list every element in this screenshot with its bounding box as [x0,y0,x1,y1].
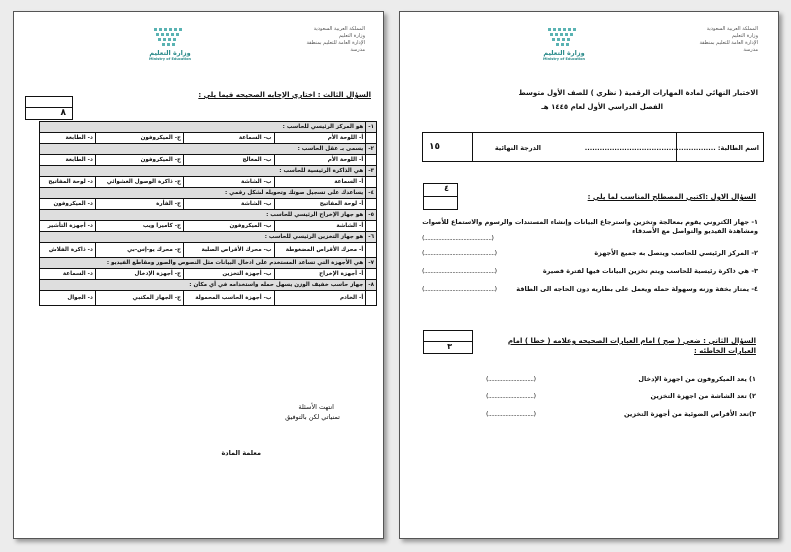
q1-item-text: ١- جهاز الكتروني يقوم بمعالجة وتخزين واسترجاع البيانات وإنشاء المستندات والرسوم والاستماع للأصوات ومشاهدة الفيديو والتواصل مع الأصدقاء [422,218,758,235]
options-row [40,155,377,166]
question-row [40,210,377,221]
school-header [270,26,365,54]
options-row [40,177,377,188]
question-text: يساعدك على تسجيل صوتك وتحويله لشكل رقمي : [40,188,366,199]
question-text: هي الأجهزة التي تساعد المستخدم على ادخال البيانات مثل النصوص والصور ومقاطع الفيديو : [40,258,366,269]
question-number: ٢- [366,144,377,155]
header-ministry: وزارة التعليم [731,33,758,39]
q2-item-blank[interactable]: (.............................) [486,410,536,418]
options-row [40,291,377,306]
teacher-signature-label: معلمة المادة [221,449,261,457]
score-value: ٨ [60,108,66,118]
student-box-divider [472,133,473,161]
option-d[interactable]: د- الطابعة [40,155,96,166]
question-row [40,232,377,243]
option-d[interactable]: د- ذاكرة الفلاش [40,243,96,258]
ministry-logo [146,26,201,62]
option-c[interactable]: ج- الجهاز المكتبي [95,291,183,306]
ministry-logo [540,26,595,62]
question-number: ٨- [366,280,377,291]
exam-subtitle: الفصل الدراسي الأول لعام ١٤٤٥ هـ [541,103,663,111]
header-school: مدرسة [743,47,758,53]
option-d[interactable]: د- الطابعة [40,133,96,144]
options-row [40,199,377,210]
question-number: ٦- [366,232,377,243]
q2-score-value: ٣ [447,342,452,351]
option-b[interactable]: ب- أجهزة الحاسب المحمولة [184,291,274,306]
option-b[interactable]: ب- الشاشة [184,199,274,210]
option-c[interactable]: ج- الفأرة [95,199,183,210]
option-d[interactable]: د- السماعة [40,269,96,280]
header-school: مدرسة [350,47,365,53]
option-d[interactable]: د- أجهزة التأشير [40,221,96,232]
option-d[interactable]: د- لوحة المفاتيح [40,177,96,188]
logo-subtitle: Ministry of Education [148,57,192,61]
q1-title: السؤال الاول :اكتبي المصطلح المناسب لما يلي : [587,193,756,201]
final-grade-label: الدرجة النهائية [494,144,541,152]
option-c[interactable]: ج- أجهزة الإدخال [95,269,183,280]
option-a[interactable]: أ- السماعة [274,177,366,188]
question-row [40,188,377,199]
options-row [40,243,377,258]
section-title: السؤال الثالث : اختاري الإجابه الصحيحه فيما يلي : [198,91,371,99]
question-text: هو جهاز الإخراج الرئيسي للحاسب : [40,210,366,221]
header-directorate: الإدارة العامة للتعليم بمنطقة [699,40,758,46]
exam-page-right [399,11,779,539]
header-ministry: وزارة التعليم [338,33,365,39]
student-name-field[interactable]: اسم الطالبة: ..................................................... [584,144,759,152]
option-c[interactable]: ج- الميكروفون [95,155,183,166]
options-row [40,269,377,280]
option-a[interactable]: أ- أجهزة الإخراج [274,269,366,280]
q2-score-box [423,330,473,354]
option-b[interactable]: ب- أجهزة التخزين [184,269,274,280]
question-number: ٥- [366,210,377,221]
logo-title: وزارة التعليم [543,49,585,57]
question-number: ٣- [366,166,377,177]
option-b[interactable]: ب- المعالج [184,155,274,166]
question-row [40,258,377,269]
q2-item-blank[interactable]: (.............................) [486,375,536,383]
q1-score-value: ٤ [444,184,449,193]
q1-item-blank[interactable]: (.............................................) [422,267,497,275]
option-c[interactable]: ج- الميكروفون [95,133,183,144]
question-number: ٧- [366,258,377,269]
q1-item-text: ٢- المركز الرئيسي للحاسب ويتصل به جميع الأجهزة [594,249,758,257]
exam-title: الاختبار النهائي لمادة المهارات الرقمية ( نظري ) للصف الأول متوسط [518,89,758,97]
student-info-box [422,132,764,162]
q2-item-text: ٣)تعد الأقراص الضوئية من أجهزة التخزين [624,410,756,418]
option-c[interactable]: ج- ذاكرة الوصول العشوائي [95,177,183,188]
question-text: جهاز حاسب خفيف الوزن يسهل حمله واستخدامه في أي مكان : [40,280,366,291]
final-grade-value: ١٥ [429,142,440,152]
score-box [25,96,73,120]
ministry-logo-icon [547,26,581,48]
option-c[interactable]: ج- كاميرا ويب [95,221,183,232]
options-row [40,221,377,232]
option-d[interactable]: د- الجوال [40,291,96,306]
ministry-logo-icon [153,26,187,48]
options-row [40,133,377,144]
option-c[interactable]: ج- محرك يو-إس-بي [95,243,183,258]
question-row [40,166,377,177]
q1-item-text: ٣- هي ذاكرة رئيسية للحاسب ويتم تخزين البيانات فيها لفترة قصيرة [542,267,758,275]
q2-title: السؤال الثاني : ضعي ( صح ) امام العبارات الصحيحه وعلامه ( خطا ) امام العبارات الخاطئه : [507,337,756,355]
question-text: هو المركز الرئيسي للحاسب : [40,122,366,133]
option-b[interactable]: ب- محرك الأقراص الصلبة [184,243,274,258]
header-directorate: الإدارة العامة للتعليم بمنطقة [306,40,365,46]
question-text: هو جهاز التخزين الرئيسي للحاسب : [40,232,366,243]
logo-title: وزارة التعليم [149,49,191,57]
q2-item-blank[interactable]: (.............................) [486,392,536,400]
logo-subtitle: Ministry of Education [542,57,586,61]
option-a[interactable]: أ- اللوحة الأم [274,155,366,166]
q2-item-text: ١) يعد الميكروفون من اجهزة الإدخال [638,375,756,383]
option-b[interactable]: ب- السماعة [184,133,274,144]
question-row [40,144,377,155]
question-number: ١- [366,122,377,133]
question-text: يسمى بـ عقل الحاسب : [40,144,366,155]
school-header [663,26,758,54]
header-country: المملكة العربية السعودية [313,26,365,32]
question-text: هي الذاكرة الرئيسية للحاسب : [40,166,366,177]
header-country: المملكة العربية السعودية [706,26,758,32]
option-a[interactable]: أ- الشاشة [274,221,366,232]
option-b[interactable]: ب- الشاشة [184,177,274,188]
q1-score-box [423,183,458,210]
question-number: ٤- [366,188,377,199]
q1-item-text: ٤- يمتاز بخفة وزنه وسهولة حمله ويعمل على بطاريه دون الحاجه الى الطاقة [516,285,758,293]
q2-item-text: ٢) تعد الشاشة من اجهزة التخزين [650,392,756,400]
q1-item-blank[interactable]: (.............................................) [422,285,497,293]
question-row [40,122,377,133]
option-a[interactable]: أ- اللوحة الأم [274,133,366,144]
q1-item-blank[interactable]: (...........................................) [422,234,494,242]
mcq-table [39,121,377,306]
exam-page-left [13,11,384,539]
option-a[interactable]: أ- لوحة المفاتيح [274,199,366,210]
question-row [40,280,377,291]
option-a[interactable]: أ- الخادم [274,291,366,306]
option-a[interactable]: أ- محرك الأقراص المضغوطة [274,243,366,258]
closing-wishes: تمنياتي لكن بالتوفيق [285,413,340,421]
option-d[interactable]: د- الميكروفون [40,199,96,210]
closing-ended: انتهت الأسئلة [298,403,334,411]
q1-item-blank[interactable]: (.............................................) [422,249,497,257]
option-b[interactable]: ب- الميكروفون [184,221,274,232]
score-box-divider [424,196,457,197]
